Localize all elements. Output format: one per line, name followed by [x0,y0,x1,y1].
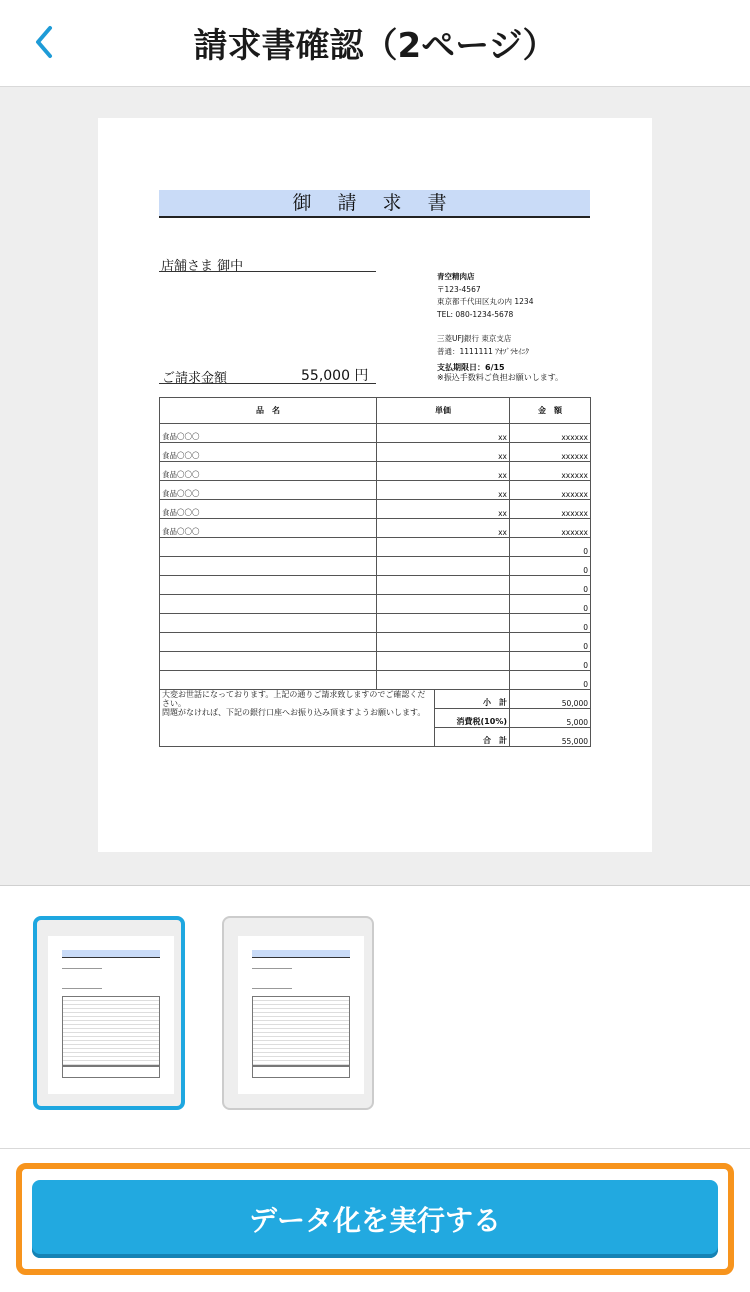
page-thumbnails [0,886,750,1149]
amount-cell: 0 [510,633,591,652]
page-title: 請求書確認（2ページ） [193,26,557,66]
fee-note: ※振込手数料ご負担お願いします。 [437,373,564,382]
item-cell: 食品〇〇〇 [160,500,377,519]
item-cell [160,671,377,690]
item-cell: 食品〇〇〇 [160,462,377,481]
price-cell: xx [377,443,510,462]
subtotal-label: 小 計 [435,690,510,709]
table-row [160,633,591,652]
amount-cell: xxxxxx [510,443,591,462]
invoice-page [98,118,652,852]
table-row [160,481,591,500]
item-cell: 食品〇〇〇 [160,443,377,462]
item-cell [160,538,377,557]
thumbnail-line [62,988,102,989]
item-cell: 食品〇〇〇 [160,519,377,538]
thumbnail-preview [238,936,364,1094]
sender-bank: 三菱UFJ銀行 東京支店 [437,334,512,343]
sender-address: 東京都千代田区丸の内 1234 [437,297,534,306]
table-row [160,538,591,557]
due-date: 支払期限日：6/15 [437,363,505,372]
amount-cell: xxxxxx [510,500,591,519]
thumbnail-line [62,968,102,969]
table-row [160,614,591,633]
column-header-item: 品 名 [160,398,377,424]
price-cell [377,595,510,614]
column-header-price: 単価 [377,398,510,424]
amount-cell: 0 [510,614,591,633]
invoice-title: 御 請 求 書 [159,190,590,218]
tax-value: 5,000 [510,709,591,728]
price-cell [377,614,510,633]
amount-cell: xxxxxx [510,424,591,443]
sender-postal: 〒123-4567 [437,284,481,294]
table-row [160,443,591,462]
amount-cell: 0 [510,595,591,614]
amount-label: ご請求金額 [162,371,228,386]
column-header-amount: 金 額 [510,398,591,424]
amount-cell: xxxxxx [510,481,591,500]
payment-info [437,363,563,383]
price-cell [377,671,510,690]
thumbnail-preview [48,936,174,1094]
table-row [160,500,591,519]
table-row [160,671,591,690]
item-cell [160,614,377,633]
totals-table [159,689,591,747]
price-cell [377,538,510,557]
item-cell [160,595,377,614]
amount-cell: xxxxxx [510,462,591,481]
tax-label: 消費税(10%) [435,709,510,728]
item-cell [160,652,377,671]
thumbnail-footer [62,1066,160,1078]
total-label: 合 計 [435,728,510,747]
amount-underline [159,383,376,384]
price-cell [377,576,510,595]
total-value: 55,000 [510,728,591,747]
table-row [160,424,591,443]
item-cell: 食品〇〇〇 [160,424,377,443]
amount-cell: 0 [510,576,591,595]
page-thumbnail-1[interactable] [33,916,185,1110]
item-cell [160,576,377,595]
table-row [160,595,591,614]
items-table [159,397,591,690]
price-cell [377,633,510,652]
price-cell [377,652,510,671]
sender-name: 青空精肉店 [437,272,475,281]
thumbnail-table [252,996,350,1066]
item-cell: 食品〇〇〇 [160,481,377,500]
amount-cell: 0 [510,538,591,557]
execute-digitize-button[interactable]: データ化を実行する [32,1180,718,1258]
price-cell [377,557,510,576]
table-row [160,557,591,576]
price-cell: xx [377,481,510,500]
sender-tel: TEL: 080-1234-5678 [437,309,514,319]
recipient: 店舗さま 御中 [161,259,244,274]
subtotal-value: 50,000 [510,690,591,709]
sender-block [437,271,533,358]
table-row [160,652,591,671]
page-thumbnail-2[interactable] [222,916,374,1110]
amount-cell: 0 [510,652,591,671]
price-cell: xx [377,462,510,481]
sender-account: 普通：1111111 ｱｵｿﾞﾗｾｲﾆｸ [437,346,530,356]
thumbnail-footer [252,1066,350,1078]
item-cell [160,557,377,576]
table-row [160,576,591,595]
price-cell: xx [377,424,510,443]
document-preview-area [0,87,750,886]
price-cell: xx [377,519,510,538]
recipient-underline [159,271,376,272]
thumbnail-title-band [62,950,160,958]
price-cell: xx [377,500,510,519]
thumbnail-table [62,996,160,1066]
note-text: 大変お世話になっております。上記の通りご請求致しますのでご確認ください。 問題がなければ、下記の銀行口座へお振り込み頂ますようお願いします。 [160,690,435,747]
amount-cell: xxxxxx [510,519,591,538]
amount-cell: 0 [510,671,591,690]
table-row [160,462,591,481]
thumbnail-line [252,968,292,969]
item-cell [160,633,377,652]
thumbnail-line [252,988,292,989]
thumbnail-title-band [252,950,350,958]
app-header [0,0,750,87]
amount-value: 55,000 円 [301,368,369,384]
table-row [160,519,591,538]
amount-cell: 0 [510,557,591,576]
